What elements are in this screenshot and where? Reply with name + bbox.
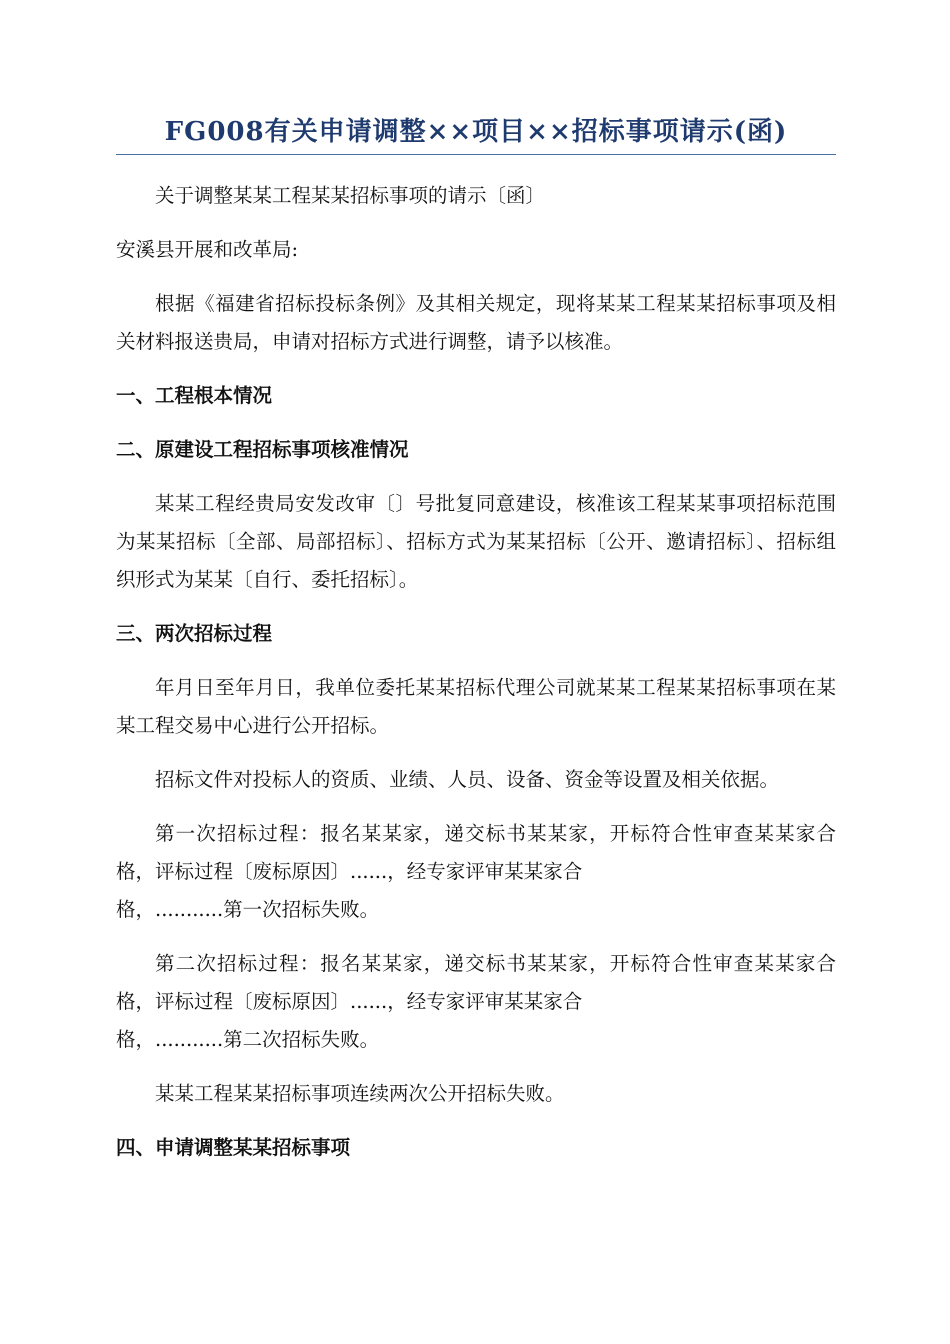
section-4-heading: 四、申请调整某某招标事项	[116, 1136, 351, 1159]
section-2-paragraph: 某某工程经贵局安发改审〔〕号批复同意建设，核准该工程某某事项招标范围为某某招标〔全部、局部招标〕、招标方式为某某招标〔公开、邀请招标〕、招标组织形式为某某〔自行、委托招标〕。	[116, 492, 836, 591]
intro-paragraph: 根据《福建省招标投标条例》及其相关规定，现将某某工程某某招标事项及相关材料报送贵局，申请对招标方式进行调整，请予以核准。	[116, 292, 836, 353]
section-3-paragraph-2: 招标文件对投标人的资质、业绩、人员、设备、资金等设置及相关依据。	[155, 768, 780, 791]
first-bidding-paragraph	[116, 815, 836, 929]
section-2-heading: 二、原建设工程招标事项核准情况	[116, 438, 409, 461]
section-3-summary: 某某工程某某招标事项连续两次公开招标失败。	[155, 1082, 565, 1105]
addressee: 安溪县开展和改革局:	[116, 238, 299, 261]
first-bidding-line-2: 格，...........第一次招标失败。	[116, 898, 380, 921]
section-1-heading: 一、工程根本情况	[116, 384, 273, 407]
second-bidding-paragraph	[116, 945, 836, 1059]
document-title: FG008有关申请调整××项目××招标事项请示(函)	[116, 112, 836, 155]
document-page	[116, 112, 836, 1167]
first-bidding-line-1: 第一次招标过程：报名某某家，递交标书某某家，开标符合性审查某某家合格，评标过程〔废标原因〕......，经专家评审某某家合	[116, 822, 836, 883]
section-3-paragraph-1: 年月日至年月日，我单位委托某某招标代理公司就某某工程某某招标事项在某某工程交易中心进行公开招标。	[116, 676, 836, 737]
second-bidding-line-1: 第二次招标过程：报名某某家，递交标书某某家，开标符合性审查某某家合格，评标过程〔废标原因〕......，经专家评审某某家合	[116, 952, 836, 1013]
subtitle: 关于调整某某工程某某招标事项的请示〔函〕	[155, 184, 546, 207]
second-bidding-line-2: 格，...........第二次招标失败。	[116, 1028, 380, 1051]
section-3-heading: 三、两次招标过程	[116, 622, 273, 645]
